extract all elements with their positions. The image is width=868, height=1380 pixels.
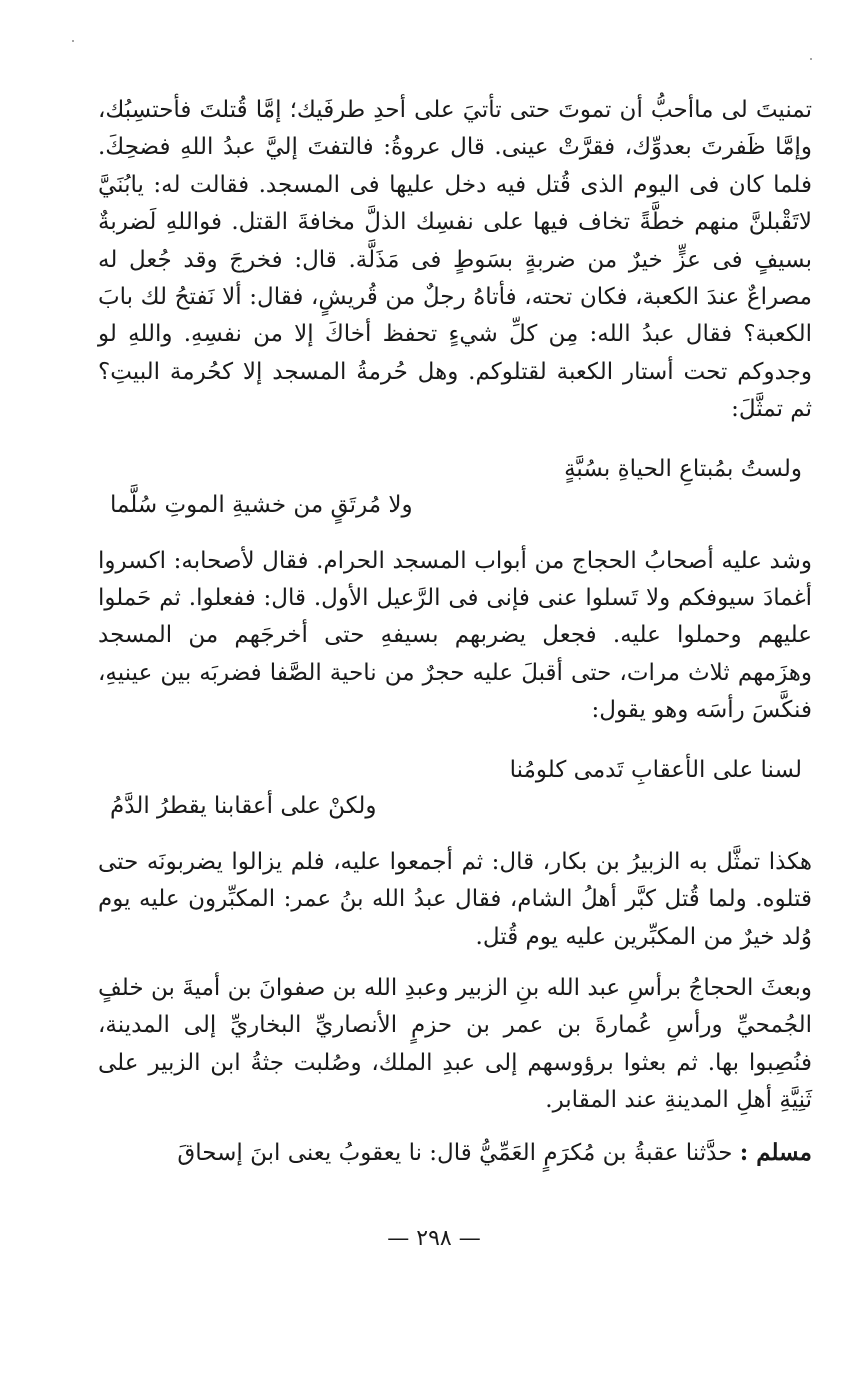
- page-number: — ٢٩٨ —: [387, 1226, 481, 1251]
- paragraph-2: وشد عليه أصحابُ الحجاج من أبواب المسجد الحرام. فقال لأصحابه: اكسروا أغمادَ سيوفكم ولا تَسلوا عنى فإنى فى الرَّعيل الأول. قال: ففعلوا. ثم حَملوا عليهم وحملوا عليه. فجعل يضربهم بسيفهِ حتى أخرجَهم من المسجد وهزَمهم ثلاث مرات، حتى أقبلَ عليه حجرٌ من ناحية الصَّفا فضربَه بين عينيهِ، فنكَّسَ رأسَه وهو يقول:: [98, 547, 812, 724]
- paragraph-3: هكذا تمثَّل به الزبيرُ بن بكار، قال: ثم أجمعوا عليه، فلم يزالوا يضربونَه حتى قتلوه. ولما قُتل كبَّر أهلُ الشام، فقال عبدُ الله بنُ عمر: المكبِّرون عليه يوم وُلد خيرٌ من المكبِّرين عليه يوم قُتل.: [98, 848, 812, 950]
- verse-2-hemistich-1: لسنا على الأعقابِ تَدمى كلومُنا: [509, 756, 802, 783]
- verse-1: [98, 451, 812, 523]
- verse-2: [98, 752, 812, 824]
- verse-1-hemistich-1: ولستُ بمُبتاعِ الحياةِ بسُبَّةٍ: [564, 455, 802, 482]
- scan-speck: [72, 40, 74, 42]
- scan-speck: [810, 58, 812, 60]
- paragraph-5: [98, 1134, 812, 1172]
- page-body: [98, 92, 812, 1172]
- verse-2-hemistich-2: ولكنْ على أعقابنا يقطرُ الدَّمُ: [110, 792, 377, 819]
- paragraph-4: وبعثَ الحجاجُ برأسِ عبد الله بنِ الزبير وعبدِ الله بن صفوانَ بن أميةَ بن خلفٍ الجُمحيِّ ورأسِ عُمارةَ بن عمر بن حزمٍ الأنصاريِّ البخاريِّ إلى المدينة، فنُصِبوا بها. ثم بعثوا برؤوسهم إلى عبدِ الملك، وصُلبت جثةُ ابن الزبير على ثَنِيَّةِ أهلِ المدينةِ عند المقابر.: [98, 974, 812, 1114]
- narrator-label: مسلم :: [739, 1138, 812, 1166]
- paragraph-5-text: حدَّثنا عقبةُ بن مُكرَمٍ العَمِّيُّ قال: نا يعقوبُ يعنى ابنَ إسحاقَ: [177, 1139, 733, 1166]
- paragraph-1: تمنيتَ لى ماأحبُّ أن تموتَ حتى تأتيَ على أحدِ طرفَيك؛ إمَّا قُتلتَ فأحتسِبُك، وإمَّا ظَفرتَ بعدوِّك، فقرَّتْ عينى. قال عروةُ: فالتفتَ إليَّ عبدُ اللهِ فضحِكَ. فلما كان فى اليوم الذى قُتل فيه دخل عليها فى المسجد. فقالت له: يابُنَيَّ لاتَقْبلنَّ منهم خطَّةً تخاف فيها على نفسِك الذلَّ مخافةَ القتل. فواللهِ لَضربةٌ بسيفٍ فى عزٍّ خيرٌ من ضربةٍ بسَوطٍ فى مَذَلَّة. قال: فخرجَ وقد جُعل له مصراعٌ عندَ الكعبة، فكان تحته، فأتاهُ رجلٌ من قُريشٍ، فقال: ألا نَفتحُ لك بابَ الكعبة؟ فقال عبدُ الله: مِن كلِّ شيءٍ تحفظ أخاكَ إلا من نفسِهِ. واللهِ لو وجدوكم تحت أستار الكعبة لقتلوكم. وهل حُرمةُ المسجد إلا كحُرمة البيتِ؟ ثم تمثَّلَ:: [98, 97, 812, 423]
- verse-1-hemistich-2: ولا مُرتَقٍ من خشيةِ الموتِ سُلَّما: [110, 491, 413, 518]
